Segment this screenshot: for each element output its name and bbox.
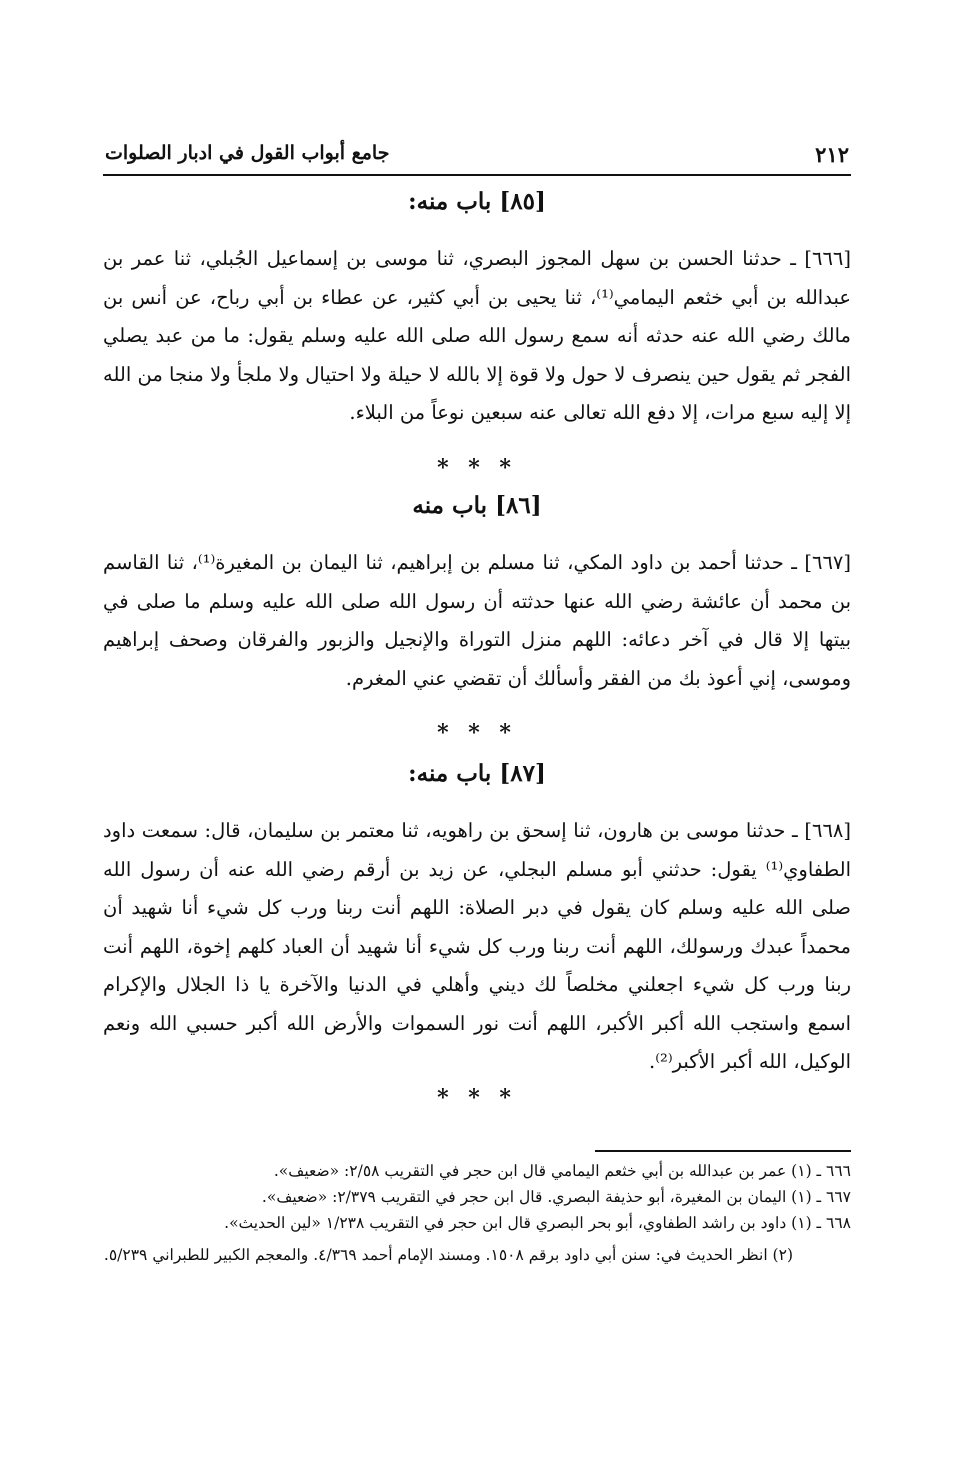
footnote-668-2: (٢) انظر الحديث في: سنن أبي داود برقم ١٥٠٨. ومسند الإمام أحمد ٤/٣٦٩. والمعجم الكبير للطبراني ٥/٢٣٩.	[103, 1246, 793, 1264]
section-heading-85: [٨٥] باب منه:	[408, 188, 546, 215]
page-number: ٢١٢	[815, 142, 849, 167]
hadith-666-text	[103, 240, 851, 433]
section-heading-87: [٨٧] باب منه:	[408, 760, 546, 787]
section-separator: * * *	[437, 1085, 517, 1111]
section-separator: * * *	[437, 720, 517, 746]
hadith-668-text	[103, 812, 851, 1082]
footnote-666: ٦٦٦ ـ (١) عمر بن عبدالله بن أبي خثعم اليمامي قال ابن حجر في التقريب ٢/٥٨: «ضعيف».	[273, 1162, 851, 1180]
running-title: جامع أبواب القول في ادبار الصلوات	[105, 142, 390, 164]
hadith-paragraph: [٦٦٦] ـ حدثنا الحسن بن سهل المجوز البصري، ثنا موسى بن إسماعيل الجُبلي، ثنا عمر بن عبدالله بن أبي خثعم اليمامي⁽¹⁾، ثنا يحيى بن أبي كثير، عن عطاء بن أبي رباح، عن أنس بن مالك رضي الله عنه حدثه أنه سمع رسول الله صلى الله عليه وسلم يقول: ما من عبد يصلي الفجر ثم يقول حين ينصرف لا حول ولا قوة إلا بالله لا حيلة ولا احتيال ولا ملجأ ولا منجا من الله إلا إليه سبع مرات، إلا دفع الله تعالى عنه سبعين نوعاً من البلاء.	[103, 247, 851, 424]
footnotes	[103, 1158, 851, 1268]
hadith-667-text	[103, 544, 851, 698]
footnote-667: ٦٦٧ ـ (١) اليمان بن المغيرة، أبو حذيفة البصري. قال ابن حجر في التقريب ٢/٣٧٩: «ضعيف».	[261, 1188, 851, 1206]
footnote-668: ٦٦٨ ـ (١) داود بن راشد الطفاوي، أبو بحر البصري قال ابن حجر في التقريب ١/٢٣٨ «لين الحديث».	[224, 1214, 851, 1232]
footnote-rule	[595, 1150, 851, 1152]
section-heading-86: [٨٦] باب منه	[412, 492, 542, 519]
page-header	[103, 140, 851, 176]
hadith-paragraph: [٦٦٧] ـ حدثنا أحمد بن داود المكي، ثنا مسلم بن إبراهيم، ثنا اليمان بن المغيرة⁽¹⁾، ثنا القاسم بن محمد أن عائشة رضي الله عنها حدثته أن رسول الله صلى الله عليه وسلم ما صلى في بيتها إلا قال في آخر دعائه: اللهم منزل التوراة والإنجيل والزبور والفرقان وصحف إبراهيم وموسى، إني أعوذ بك من الفقر وأسألك أن تقضي عني المغرم.	[103, 551, 851, 690]
section-separator: * * *	[437, 455, 517, 481]
hadith-paragraph: [٦٦٨] ـ حدثنا موسى بن هارون، ثنا إسحق بن راهويه، ثنا معتمر بن سليمان، قال: سمعت داود الطفاوي⁽¹⁾ يقول: حدثني أبو مسلم البجلي، عن زيد بن أرقم رضي الله عنه أن رسول الله صلى الله عليه وسلم كان يقول في دبر الصلاة: اللهم أنت ربنا ورب كل شيء أنا شهيد أن محمداً عبدك ورسولك، اللهم أنت ربنا ورب كل شيء أنا شهيد أن العباد كلهم إخوة، اللهم أنت ربنا ورب كل شيء اجعلني مخلصاً لك ديني وأهلي في الدنيا والآخرة يا ذا الجلال والإكرام اسمع واستجب الله أكبر الأكبر، اللهم أنت نور السموات والأرض الله أكبر حسبي الله ونعم الوكيل، الله أكبر الأكبر⁽²⁾.	[103, 819, 851, 1073]
